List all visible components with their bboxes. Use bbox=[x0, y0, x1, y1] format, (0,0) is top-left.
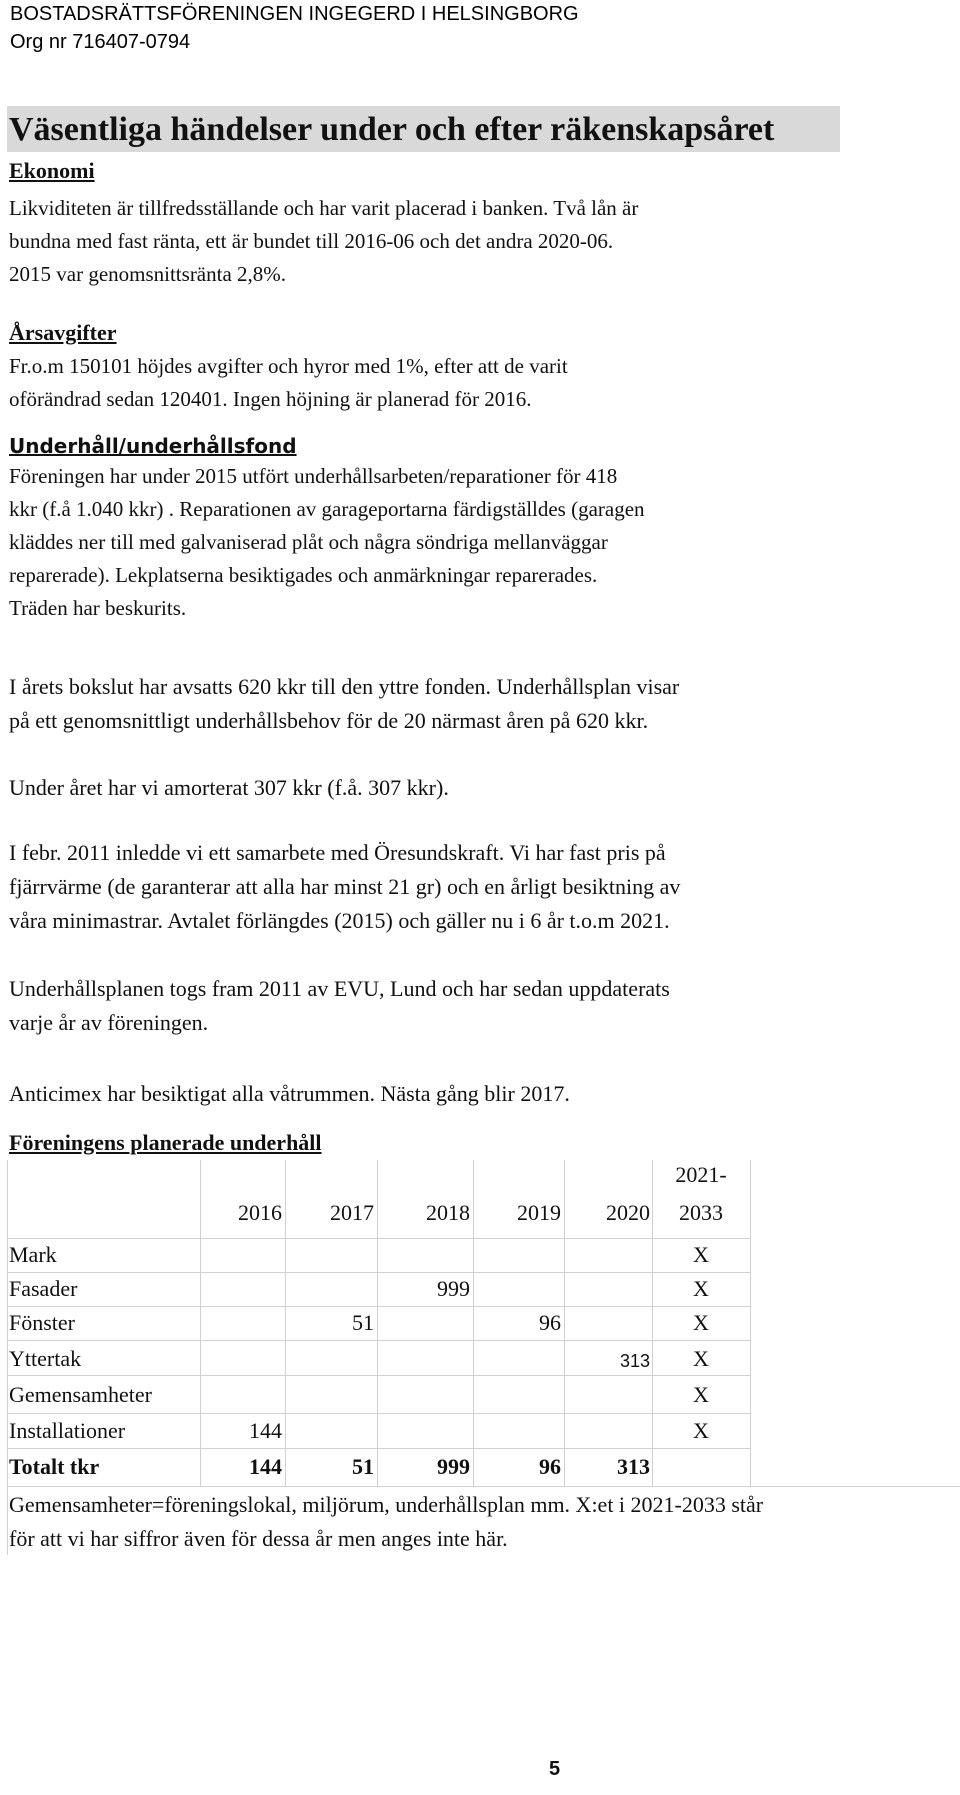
total-2019: 96 bbox=[539, 1454, 561, 1479]
cell-2016: 144 bbox=[249, 1418, 282, 1443]
row-label: Fönster bbox=[9, 1310, 75, 1335]
org-number: Org nr 716407-0794 bbox=[10, 31, 191, 53]
text-line: varje år av föreningen. bbox=[9, 1010, 209, 1035]
grid-line bbox=[7, 1375, 750, 1376]
year-header-2021-line1: 2021- bbox=[675, 1162, 727, 1187]
grid-line bbox=[7, 1448, 750, 1449]
cell-2020: 313 bbox=[619, 1351, 650, 1371]
grid-line bbox=[7, 1486, 960, 1487]
text-line: Under året har vi amorterat 307 kkr (f.å. 307 kkr). bbox=[9, 775, 449, 800]
anticimex-paragraph bbox=[9, 1077, 949, 1111]
amortering-paragraph bbox=[9, 771, 949, 805]
text-line: bundna med fast ränta, ett är bundet till 2016-06 och det andra 2020-06. bbox=[9, 229, 614, 253]
grid-line bbox=[7, 1272, 750, 1273]
cell-2021-2033: X bbox=[693, 1346, 709, 1371]
cell-2021-2033: X bbox=[693, 1418, 709, 1443]
text-line: Anticimex har besiktigat alla våtrummen. Nästa gång blir 2017. bbox=[9, 1081, 570, 1106]
text-line: kkr (f.å 1.040 kkr) . Reparationen av garageportarna färdigställdes (garagen bbox=[9, 497, 645, 521]
text-line: Underhållsplanen togs fram 2011 av EVU, Lund och har sedan uppdaterats bbox=[9, 976, 670, 1001]
page-number: 5 bbox=[549, 1758, 561, 1780]
text-line: på ett genomsnittligt underhållsbehov för de 20 närmast åren på 620 kkr. bbox=[9, 708, 649, 733]
total-2016: 144 bbox=[249, 1454, 282, 1479]
text-line: fjärrvärme (de garanterar att alla har minst 21 gr) och en årligt besiktning av bbox=[9, 874, 681, 899]
row-label: Fasader bbox=[9, 1276, 78, 1301]
plan-heading: Föreningens planerade underhåll bbox=[9, 1130, 322, 1155]
total-2018: 999 bbox=[437, 1454, 470, 1479]
underhall-heading: Underhåll/underhållsfond bbox=[9, 434, 297, 458]
table-note-line: för att vi har siffror även för dessa år men anges inte här. bbox=[9, 1526, 508, 1551]
cell-2021-2033: X bbox=[693, 1310, 709, 1335]
row-label: Mark bbox=[9, 1242, 57, 1267]
fond-paragraph bbox=[9, 670, 949, 738]
text-line: Likviditeten är tillfredsställande och har varit placerad i banken. Två lån är bbox=[9, 196, 639, 220]
grid-line bbox=[750, 1160, 751, 1486]
grid-line bbox=[7, 1160, 8, 1555]
cell-2017: 51 bbox=[352, 1310, 374, 1335]
oresundskraft-paragraph bbox=[9, 836, 949, 938]
row-label: Yttertak bbox=[9, 1346, 82, 1371]
year-header-2017: 2017 bbox=[330, 1200, 374, 1225]
cell-2021-2033: X bbox=[693, 1276, 709, 1301]
total-2020: 313 bbox=[617, 1454, 650, 1479]
text-line: 2015 var genomsnittsränta 2,8%. bbox=[9, 262, 287, 286]
text-line: oförändrad sedan 120401. Ingen höjning är planerad för 2016. bbox=[9, 387, 532, 411]
text-line: Träden har beskurits. bbox=[9, 596, 187, 620]
section-title: Väsentliga händelser under och efter räkenskapsåret bbox=[9, 111, 775, 148]
year-header-2019: 2019 bbox=[517, 1200, 561, 1225]
text-line: våra minimastrar. Avtalet förlängdes (2015) och gäller nu i 6 år t.o.m 2021. bbox=[9, 908, 670, 933]
underhall-paragraph bbox=[9, 460, 949, 625]
ekonomi-heading: Ekonomi bbox=[9, 158, 95, 183]
year-header-2016: 2016 bbox=[238, 1200, 282, 1225]
cell-2021-2033: X bbox=[693, 1242, 709, 1267]
year-header-2018: 2018 bbox=[426, 1200, 470, 1225]
row-label: Installationer bbox=[9, 1418, 126, 1443]
table-note-line: Gemensamheter=föreningslokal, miljörum, underhållsplan mm. X:et i 2021-2033 står bbox=[9, 1492, 764, 1517]
evu-paragraph bbox=[9, 972, 949, 1040]
text-line: I årets bokslut har avsatts 620 kkr till den yttre fonden. Underhållsplan visar bbox=[9, 674, 680, 699]
row-label: Gemensamheter bbox=[9, 1382, 152, 1407]
cell-2018: 999 bbox=[437, 1276, 470, 1301]
arsavgifter-heading: Årsavgifter bbox=[9, 320, 117, 345]
grid-line bbox=[7, 1238, 750, 1239]
org-name: BOSTADSRÄTTSFÖRENINGEN INGEGERD I HELSINGBORG bbox=[10, 3, 579, 25]
text-line: reparerade). Lekplatserna besiktigades och anmärkningar reparerades. bbox=[9, 563, 598, 587]
year-header-2020: 2020 bbox=[606, 1200, 650, 1225]
text-line: Föreningen har under 2015 utfört underhållsarbeten/reparationer för 418 bbox=[9, 464, 618, 488]
text-line: Fr.o.m 150101 höjdes avgifter och hyror med 1%, efter att de varit bbox=[9, 354, 568, 378]
ekonomi-paragraph bbox=[9, 192, 949, 291]
text-line: I febr. 2011 inledde vi ett samarbete med Öresundskraft. Vi har fast pris på bbox=[9, 840, 666, 865]
text-line: kläddes ner till med galvaniserad plåt och några söndriga mellanväggar bbox=[9, 530, 608, 554]
arsavgifter-paragraph bbox=[9, 350, 949, 416]
grid-line bbox=[7, 1413, 750, 1414]
total-label: Totalt tkr bbox=[9, 1454, 100, 1479]
cell-2021-2033: X bbox=[693, 1382, 709, 1407]
total-2017: 51 bbox=[352, 1454, 374, 1479]
cell-2019: 96 bbox=[539, 1310, 561, 1335]
year-header-2021-line2: 2033 bbox=[679, 1200, 723, 1225]
grid-line bbox=[7, 1306, 750, 1307]
grid-line bbox=[7, 1340, 750, 1341]
